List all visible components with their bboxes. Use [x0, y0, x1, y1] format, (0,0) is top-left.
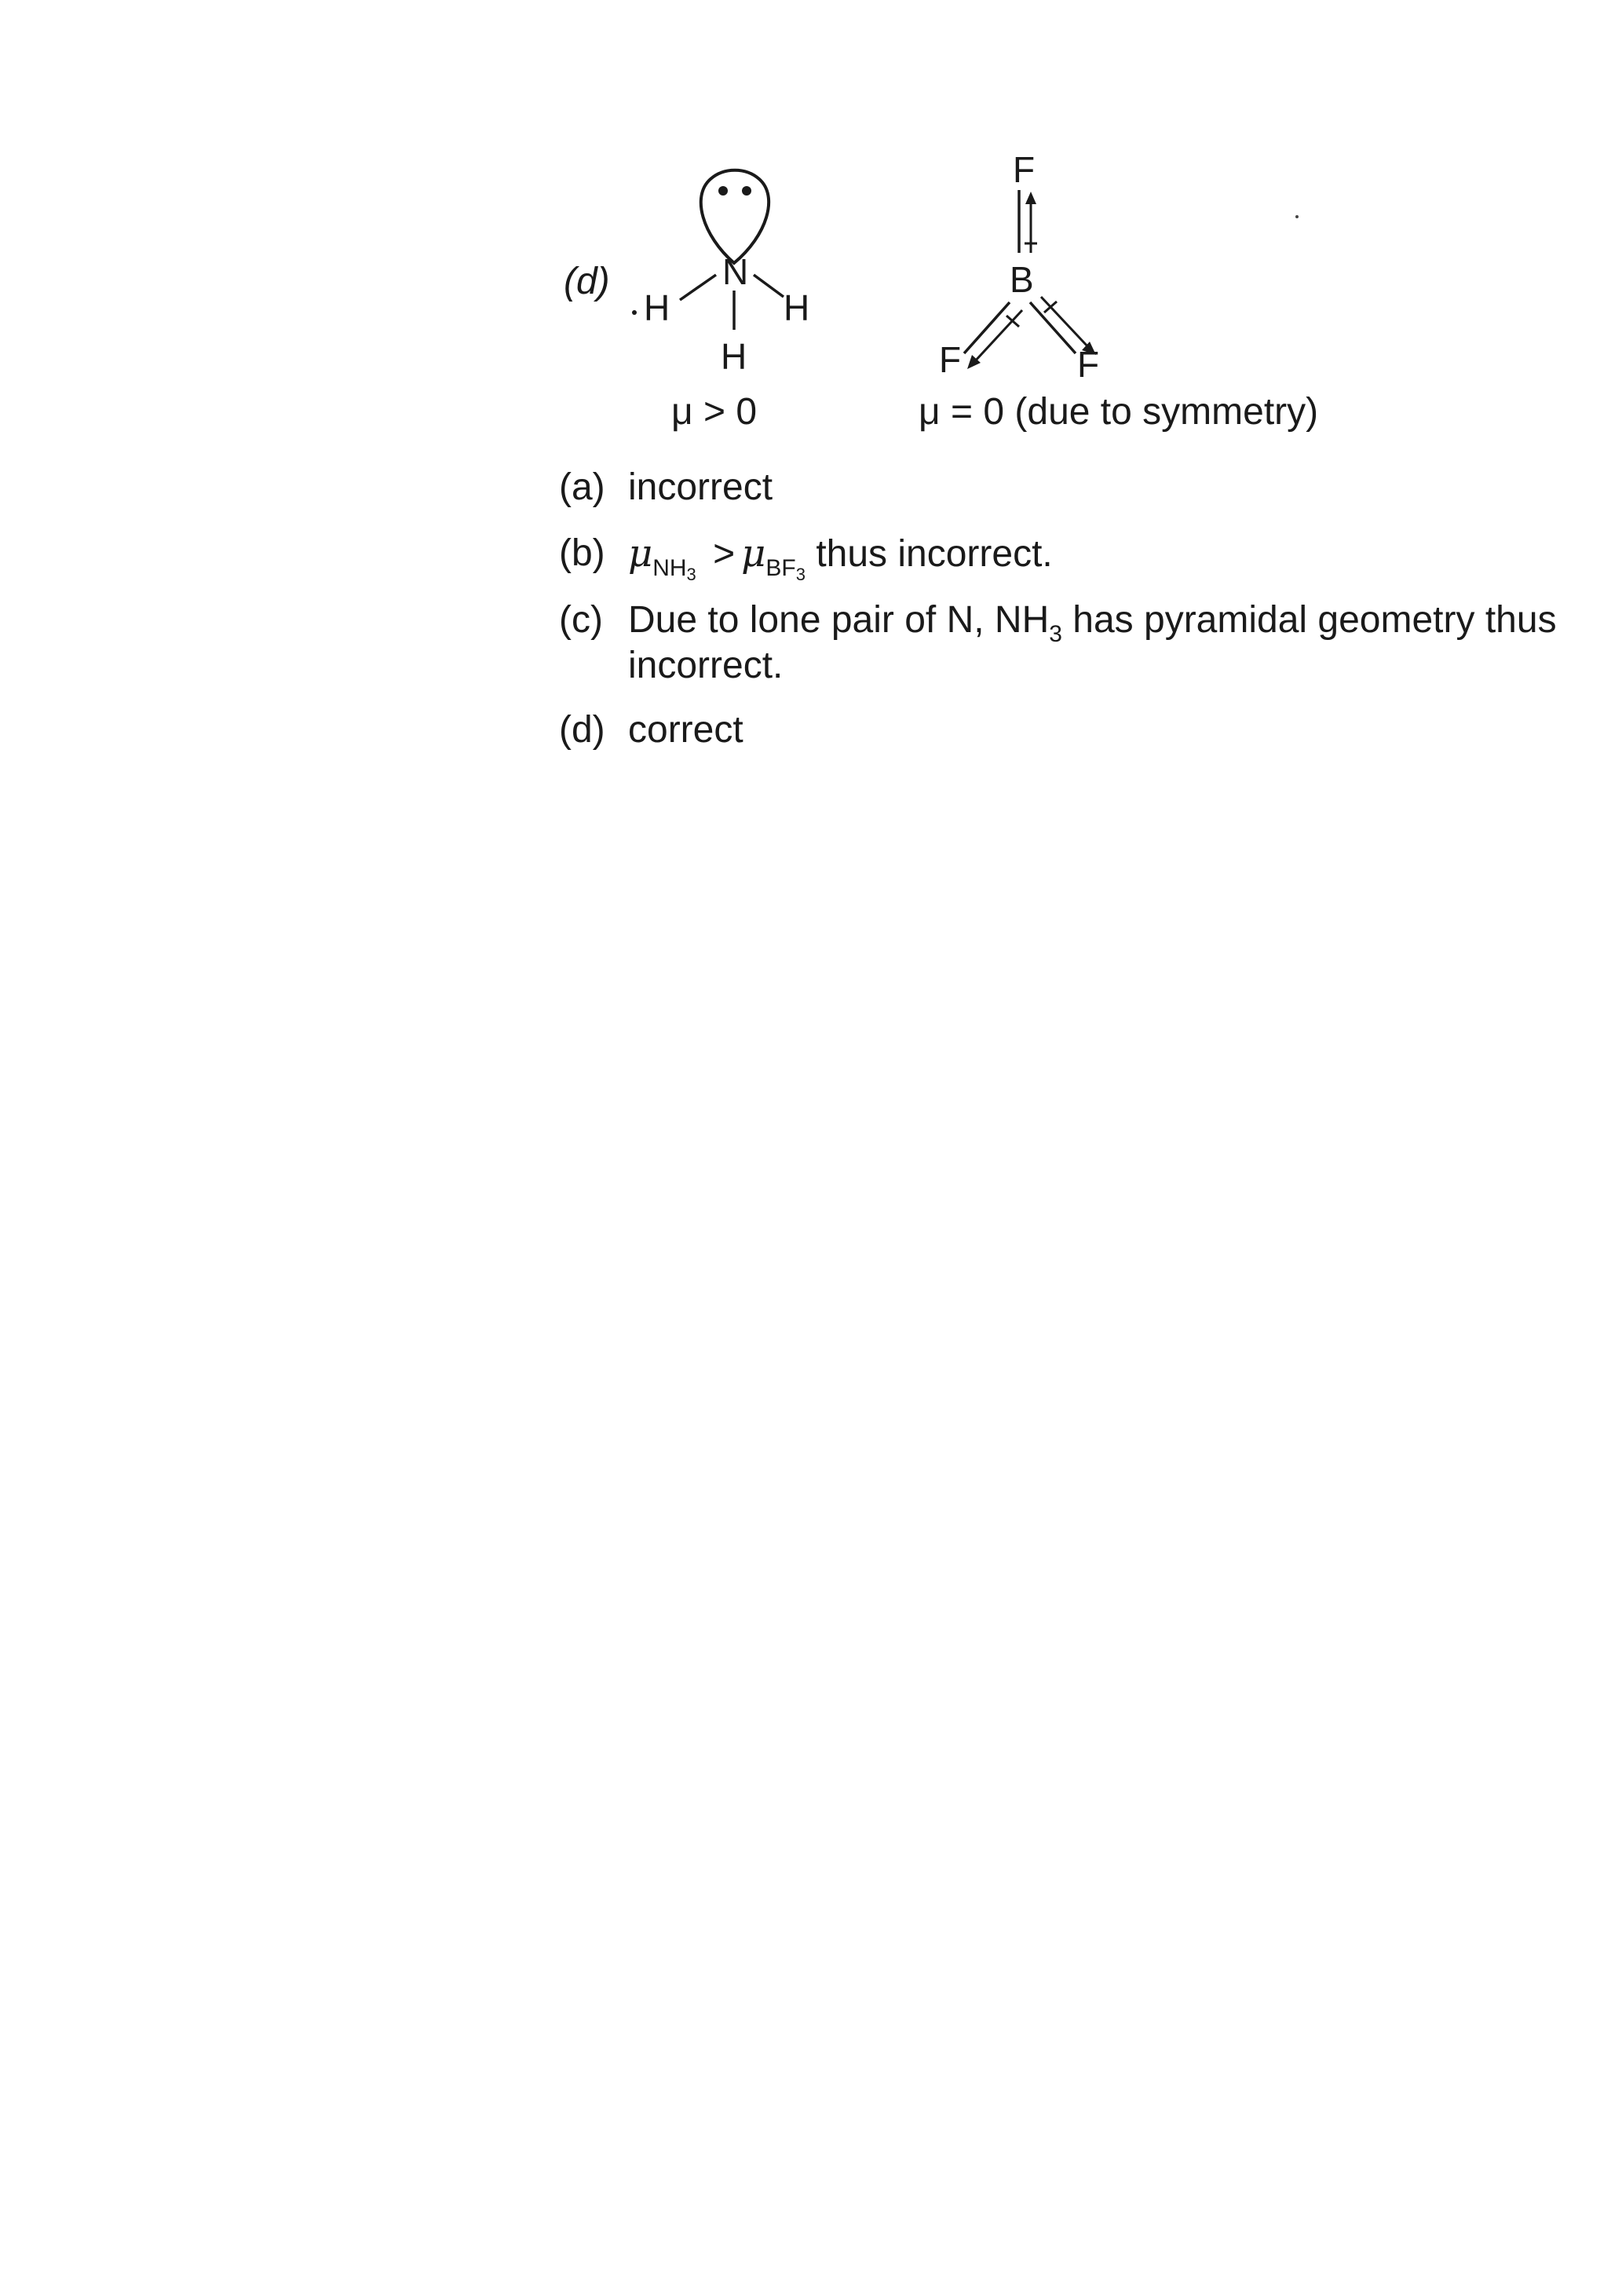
- option-b-tail: thus incorrect.: [816, 533, 1053, 575]
- stray-dot: [632, 310, 637, 315]
- option-c-text-pre: Due to lone pair of N, NH: [628, 599, 1050, 641]
- mu-symbol-nh3: μ: [628, 532, 653, 576]
- option-a: [559, 465, 1580, 510]
- bf3-fluorine-top: F: [1013, 149, 1036, 190]
- option-d: [559, 707, 1580, 753]
- bf3-dipole-top-head: [1025, 192, 1036, 204]
- option-c: [559, 598, 1580, 689]
- subscript-nh3: NH3: [652, 555, 696, 584]
- greater-than-sign: >: [713, 533, 736, 575]
- lone-pair-dot-right: [742, 186, 751, 196]
- bf3-moment-label: μ = 0 (due to symmetry): [919, 391, 1319, 433]
- bf3-fluorine-right: F: [1077, 344, 1100, 385]
- subscript-bf3: BF3: [765, 555, 806, 584]
- option-b: [559, 531, 1580, 584]
- bf3-boron: B: [1010, 259, 1034, 300]
- lone-pair-dot-left: [718, 186, 728, 196]
- option-c-label: (c): [559, 599, 603, 641]
- nh3-moment-label: μ > 0: [671, 391, 758, 433]
- subscript-digit: 3: [686, 565, 696, 584]
- mu-symbol-bf3: μ: [741, 532, 766, 576]
- nh3-bond-left: [680, 275, 716, 300]
- bf3-bond-left: [964, 302, 1010, 353]
- option-c-text-post: has pyramidal geometry thus incorrect.: [628, 599, 1557, 686]
- bf3-fluorine-left: F: [939, 339, 962, 380]
- subscript-digit: 3: [795, 565, 806, 584]
- option-a-text: incorrect: [628, 466, 773, 508]
- option-b-label: (b): [559, 532, 605, 574]
- question-label: (d): [564, 261, 610, 302]
- molecule-diagrams: [0, 0, 1622, 503]
- option-d-label: (d): [559, 709, 605, 751]
- nh3-nitrogen: N: [722, 251, 749, 292]
- nh3-hydrogen-bottom: H: [721, 336, 747, 377]
- option-c-subscript: 3: [1049, 621, 1062, 647]
- option-d-text: correct: [628, 709, 743, 751]
- nh3-hydrogen-right: H: [784, 287, 810, 328]
- nh3-structure: [632, 170, 809, 433]
- lone-pair-orbital: [701, 170, 769, 263]
- bf3-structure: [919, 149, 1318, 433]
- option-a-label: (a): [559, 466, 605, 508]
- answer-options: [559, 465, 1580, 773]
- nh3-hydrogen-left: H: [644, 287, 670, 328]
- nh3-bond-right: [754, 275, 784, 297]
- stray-mark: [1295, 215, 1299, 218]
